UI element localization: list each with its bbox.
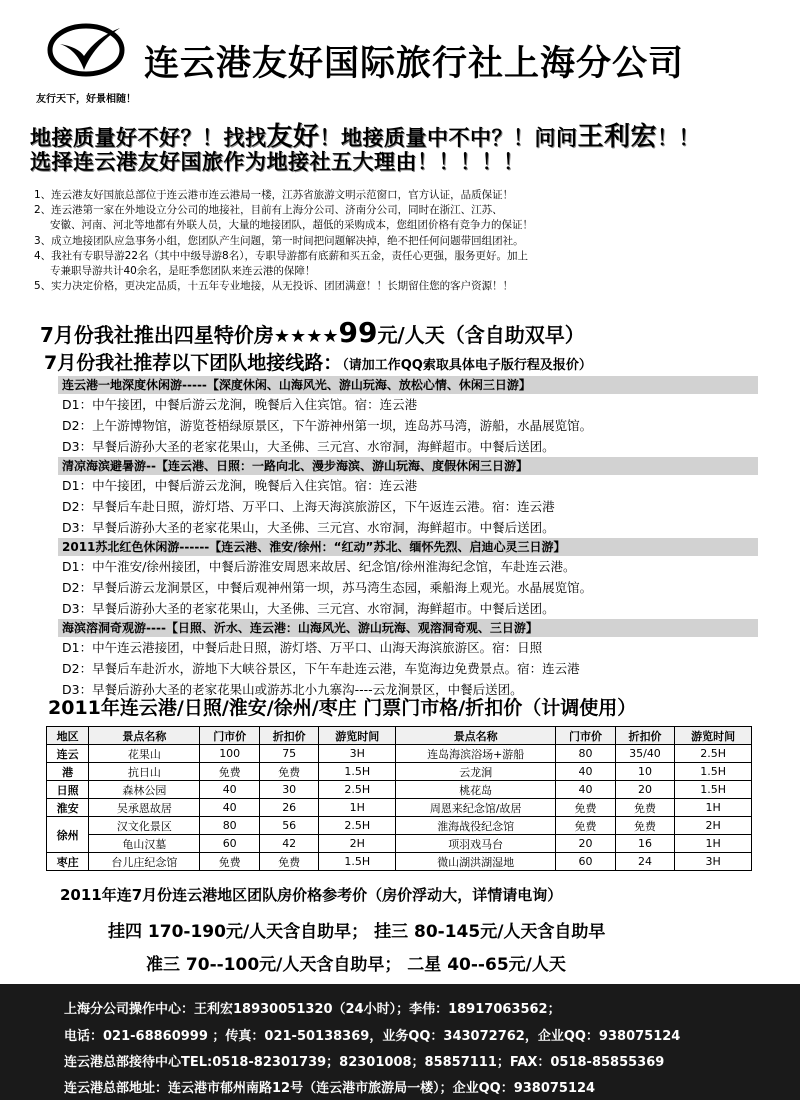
hotel-price-title: 2011年连7月份连云港地区团队房价格参考价（房价浮动大，详情请电询） [60, 886, 563, 904]
region-cell: 港 [47, 763, 89, 781]
route-day: D1：中午接团，中餐后游云龙涧，晚餐后入住宾馆。宿：连云港 [62, 397, 418, 412]
route-header: 清凉海滨避暑游--【连云港、日照：一路向北、漫步海滨、游山玩海、度假休闲三日游】 [58, 457, 758, 475]
table-cell: 抗日山 [89, 763, 200, 781]
table-cell: 淮海战役纪念馆 [396, 817, 556, 835]
table-cell: 免费 [200, 763, 260, 781]
headline-part: ！！ [657, 126, 701, 150]
table-cell: 免费 [259, 763, 319, 781]
headline-part: ！地接质量中不中？！问问 [319, 126, 578, 150]
reason-item: 5、实力决定价格，更决定品质，十五年专业地接，从无投诉、团团满意！！长期留住您的客户资源！！ [34, 280, 514, 293]
ticket-price-title: 2011年连云港/日照/淮安/徐州/枣庄 门票门市格/折扣价（计调使用） [48, 697, 637, 719]
promo-prefix: 7月份我社推出四星特价房 [40, 323, 274, 347]
route-list [58, 376, 758, 700]
table-cell: 免费 [556, 817, 616, 835]
promo-price: 99 [338, 316, 378, 349]
table-cell: 60 [200, 835, 260, 853]
table-cell: 1.5H [319, 763, 396, 781]
table-cell: 24 [615, 853, 675, 871]
route-day: D3：早餐后游孙大圣的老家花果山，大圣佛、三元宫、水帘洞，海鲜超市。中餐后送团。 [62, 439, 555, 454]
table-cell: 1H [675, 835, 752, 853]
table-cell: 森林公园 [89, 781, 200, 799]
reasons-list [34, 188, 774, 294]
star-rating-icon: ★★★★ [273, 326, 339, 347]
route-day: D2：早餐后车赴沂水，游地下大峡谷景区，下午车赴连云港，车览海边免费景点。宿：连云港 [62, 661, 580, 676]
route-day: D2：上午游博物馆，游览苍梧绿原景区，下午游神州第一坝，连岛苏马湾，游船，水晶展览馆。 [62, 418, 593, 433]
region-cell: 连云 [47, 745, 89, 763]
table-cell: 1.5H [675, 763, 752, 781]
reason-item: 3、成立地接团队应急事务小组，您团队产生问题，第一时间把问题解决掉，绝不把任何问题带回组团社。 [34, 234, 524, 247]
table-cell: 60 [556, 853, 616, 871]
route-header: 海滨溶洞奇观游----【日照、沂水、连云港：山海风光、游山玩海、观溶洞奇观、三日游】 [58, 619, 758, 637]
table-cell: 10 [615, 763, 675, 781]
table-cell: 免费 [259, 853, 319, 871]
route-day: D1：中午接团，中餐后游云龙涧，晚餐后入住宾馆。宿：连云港 [62, 478, 418, 493]
column-header: 游览时间 [675, 727, 752, 745]
table-cell: 2.5H [319, 817, 396, 835]
promo-suffix: 元/人天（含自助双早） [377, 323, 585, 347]
footer-phone-fax-qq: 电话：021-68860999 ；传真：021-50138369，业务QQ：343072762，企业QQ：938075124 [64, 1029, 681, 1044]
footer-hq-phone: 连云港总部接待中心TEL:0518-82301739；82301008；85857111；FAX：0518-85855369 [64, 1055, 665, 1070]
table-cell: 免费 [556, 799, 616, 817]
table-cell: 台儿庄纪念馆 [89, 853, 200, 871]
table-cell: 56 [259, 817, 319, 835]
table-cell: 1.5H [675, 781, 752, 799]
table-cell: 免费 [615, 817, 675, 835]
table-cell: 35/40 [615, 745, 675, 763]
table-row [47, 835, 752, 853]
headline-contact-name: 王利宏 [577, 122, 658, 152]
column-header: 门市价 [556, 727, 616, 745]
table-cell: 40 [200, 781, 260, 799]
table-cell: 75 [259, 745, 319, 763]
headline-part: 地接质量好不好？！找找 [30, 126, 267, 150]
column-header: 折扣价 [615, 727, 675, 745]
reason-item: 2、连云港第一家在外地设立分公司的地接社，目前有上海分公司、济南分公司，同时在浙江、江苏、 [34, 204, 503, 217]
table-cell: 1H [319, 799, 396, 817]
table-cell: 2H [319, 835, 396, 853]
table-row [47, 745, 752, 763]
column-header: 折扣价 [259, 727, 319, 745]
hotel-promo [40, 316, 585, 349]
route-header: 连云港一地深度休闲游-----【深度休闲、山海风光、游山玩海、放松心情、休闲三日游】 [58, 376, 758, 394]
table-cell: 云龙涧 [396, 763, 556, 781]
table-cell: 1.5H [319, 853, 396, 871]
table-cell: 3H [675, 853, 752, 871]
table-cell: 40 [200, 799, 260, 817]
table-cell: 桃花岛 [396, 781, 556, 799]
table-cell: 26 [259, 799, 319, 817]
table-cell: 40 [556, 763, 616, 781]
table-cell: 免费 [200, 853, 260, 871]
headline-reasons: 选择连云港友好国旅作为地接社五大理由！！！！！ [30, 150, 525, 174]
region-cell: 徐州 [47, 817, 89, 853]
table-cell: 2.5H [319, 781, 396, 799]
table-row [47, 781, 752, 799]
table-cell: 龟山汉墓 [89, 835, 200, 853]
column-header: 地区 [47, 727, 89, 745]
ticket-price-table [46, 726, 752, 871]
route-header: 2011苏北红色休闲游------【连云港、淮安/徐州：“红动”苏北、缅怀先烈、启迪心灵三日游】 [58, 538, 758, 556]
table-cell: 100 [200, 745, 260, 763]
table-cell: 微山湖洪湖湿地 [396, 853, 556, 871]
table-cell: 40 [556, 781, 616, 799]
hotel-price-line: 挂四 170-190元/人天含自助早； 挂三 80-145元/人天含自助早 [108, 922, 606, 942]
footer-hq-address: 连云港总部地址：连云港市郁州南路12号（连云港市旅游局一楼）；企业QQ：938075124 [64, 1081, 596, 1096]
table-cell: 3H [319, 745, 396, 763]
table-cell: 20 [615, 781, 675, 799]
company-logo-icon [46, 18, 126, 78]
table-cell: 20 [556, 835, 616, 853]
reason-item: 1、连云港友好国旅总部位于连云港市连云港局一楼，江苏省旅游文明示范窗口，官方认证，品质保证！ [34, 189, 514, 201]
route-day: D2：早餐后游云龙涧景区，中餐后观神州第一坝，苏马湾生态园，乘船海上观光。水晶展览馆。 [62, 580, 593, 595]
routes-title [44, 348, 592, 375]
reason-item: 4、我社有专职导游22名（其中中级导游8名），专职导游都有底薪和买五金，责任心更强，服务更好。加上 [34, 249, 528, 262]
table-header-row [47, 727, 752, 745]
table-cell: 项羽戏马台 [396, 835, 556, 853]
route-day: D2：早餐后车赴日照，游灯塔、万平口、上海天海滨旅游区，下午返连云港。宿：连云港 [62, 499, 555, 514]
table-row [47, 763, 752, 781]
column-header: 景点名称 [89, 727, 200, 745]
table-cell: 1H [675, 799, 752, 817]
table-cell: 2.5H [675, 745, 752, 763]
region-cell: 枣庄 [47, 853, 89, 871]
table-cell: 30 [259, 781, 319, 799]
hotel-price-line: 准三 70--100元/人天含自助早； 二星 40--65元/人天 [146, 955, 566, 975]
region-cell: 日照 [47, 781, 89, 799]
table-cell: 连岛海滨浴场+游船 [396, 745, 556, 763]
table-row [47, 799, 752, 817]
route-day: D1：中午淮安/徐州接团，中餐后游淮安周恩来故居、纪念馆/徐州淮海纪念馆，车赴连云港。 [62, 559, 576, 574]
route-day: D1：中午连云港接团，中餐后赴日照，游灯塔、万平口、山海天海滨旅游区。宿：日照 [62, 640, 543, 655]
table-cell: 42 [259, 835, 319, 853]
company-name: 连云港友好国际旅行社上海分公司 [144, 44, 685, 84]
region-cell: 淮安 [47, 799, 89, 817]
column-header: 门市价 [200, 727, 260, 745]
route-day: D3：早餐后游孙大圣的老家花果山或游苏北小九寨沟----云龙涧景区，中餐后送团。 [62, 682, 523, 697]
route-day: D3：早餐后游孙大圣的老家花果山，大圣佛、三元宫、水帘洞，海鲜超市。中餐后送团。 [62, 520, 555, 535]
table-cell: 80 [556, 745, 616, 763]
reason-item: 安徽、河南、河北等地都有外联人员，大量的地接团队，超低的采购成本，您组团价格有竞争力的保证！ [50, 219, 533, 232]
table-cell: 16 [615, 835, 675, 853]
table-row [47, 853, 752, 871]
table-cell: 花果山 [89, 745, 200, 763]
column-header: 游览时间 [319, 727, 396, 745]
contact-footer [0, 984, 800, 1100]
footer-operator-contact: 上海分公司操作中心：王利宏18930051320（24小时）；李伟：18917063562； [64, 1002, 561, 1017]
routes-title-main: 7月份我社推荐以下团队地接线路： [44, 352, 343, 374]
headline-brand: 友好 [266, 122, 320, 152]
routes-title-note: （请加工作QQ索取具体电子版行程及报价） [342, 358, 592, 373]
table-cell: 80 [200, 817, 260, 835]
table-row [47, 817, 752, 835]
table-cell: 周恩来纪念馆/故居 [396, 799, 556, 817]
column-header: 景点名称 [396, 727, 556, 745]
table-cell: 吴承恩故居 [89, 799, 200, 817]
company-slogan: 友行天下，好景相随！ [36, 94, 136, 105]
table-cell: 免费 [615, 799, 675, 817]
table-cell: 汉文化景区 [89, 817, 200, 835]
route-day: D3：早餐后游孙大圣的老家花果山，大圣佛、三元宫、水帘洞，海鲜超市。中餐后送团。 [62, 601, 555, 616]
table-cell: 2H [675, 817, 752, 835]
reason-item: 专兼职导游共计40余名，是旺季您团队来连云港的保障！ [50, 265, 316, 278]
